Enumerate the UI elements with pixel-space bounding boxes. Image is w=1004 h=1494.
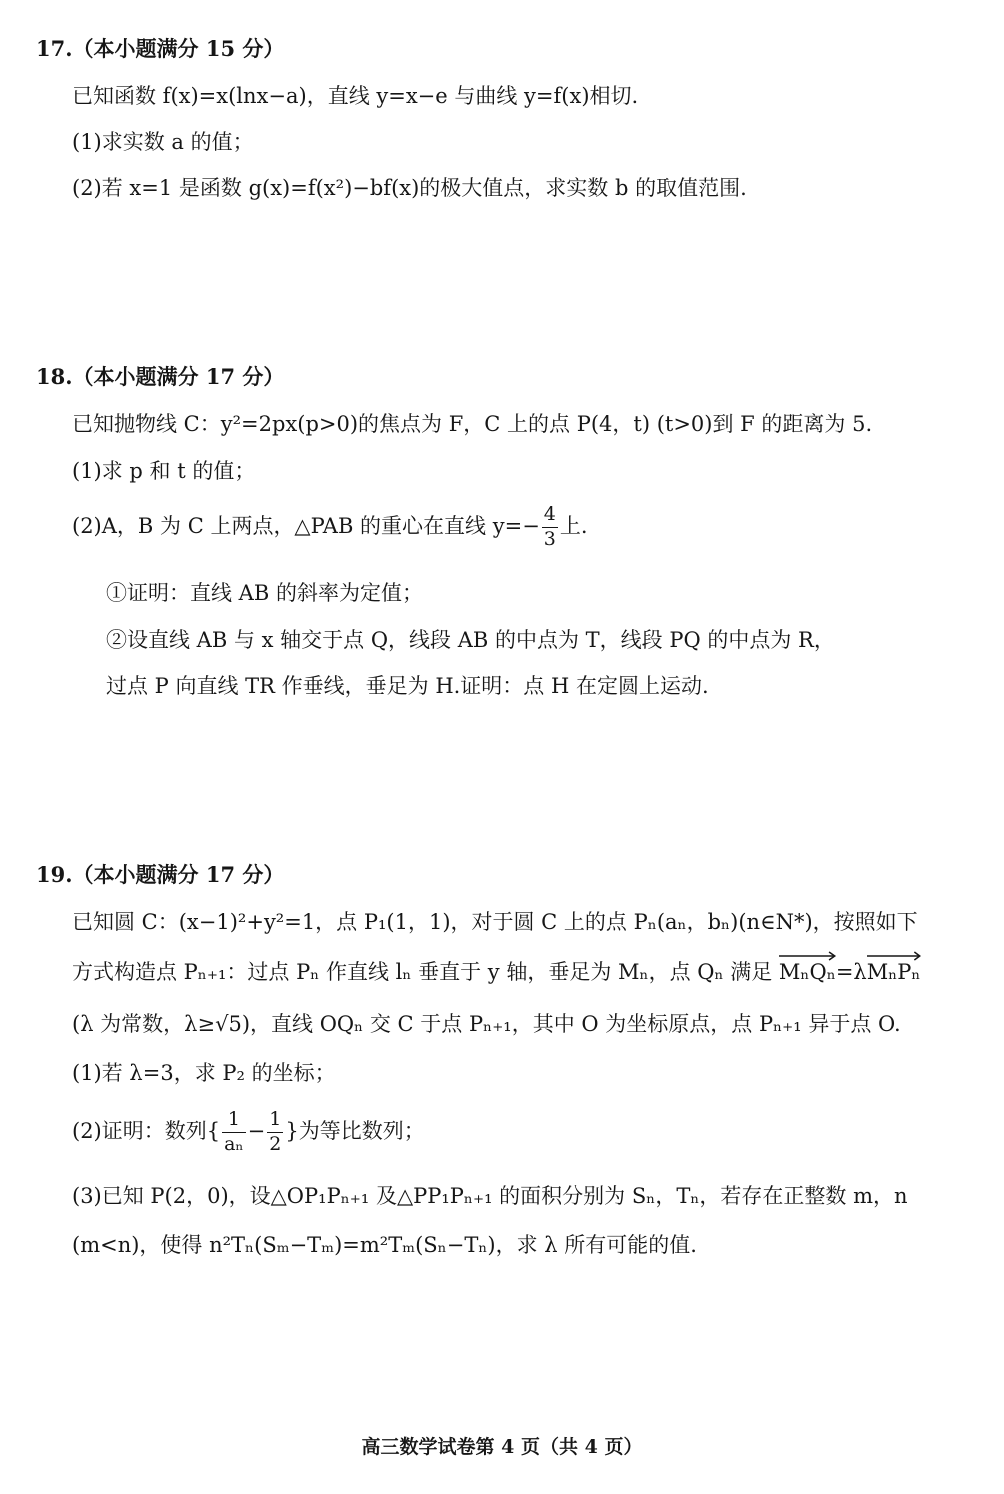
q18-part2 [72, 505, 588, 550]
fraction-numerator: 4 [542, 505, 558, 528]
q18-sub2-line2: 过点 P 向直线 TR 作垂线，垂足为 H.证明：点 H 在定圆上运动. [106, 674, 709, 698]
vector-mq-label: MₙQₙ [778, 960, 836, 984]
minus-sign: − [247, 1118, 266, 1143]
q18-header: 18.（本小题满分 17 分） [36, 364, 285, 389]
fraction-numerator: 1 [222, 1110, 246, 1133]
fraction-one-half [267, 1110, 283, 1155]
q18-part1: (1)求 p 和 t 的值； [72, 459, 256, 483]
q19-part3-line2: (m<n)，使得 n²Tₙ(Sₘ−Tₘ)=m²Tₘ(Sₙ−Tₙ)，求 λ 所有可能的值. [72, 1233, 697, 1257]
vector-arrow-icon [867, 951, 921, 961]
q18-sub2-line1: ②设直线 AB 与 x 轴交于点 Q，线段 AB 的中点为 T，线段 PQ 的中点为 R， [106, 628, 835, 652]
q19-part1: (1)若 λ=3，求 P₂ 的坐标； [72, 1061, 336, 1085]
fraction-denominator: 3 [543, 527, 556, 550]
q17-intro: 已知函数 f(x)=x(lnx−a)，直线 y=x−e 与曲线 y=f(x)相切. [72, 84, 639, 108]
q19-intro-line3: (λ 为常数，λ≥√5)，直线 OQₙ 交 C 于点 Pₙ₊₁，其中 O 为坐标原点，点 Pₙ₊₁ 异于点 O. [72, 1012, 901, 1036]
q19-intro-line2-text: 方式构造点 Pₙ₊₁：过点 Pₙ 作直线 lₙ 垂直于 y 轴，垂足为 Mₙ，点 Qₙ 满足 [72, 960, 779, 984]
q19-part2-tail: }为等比数列； [285, 1118, 425, 1143]
page-footer: 高三数学试卷第 4 页（共 4 页） [361, 1436, 643, 1458]
q17-header: 17.（本小题满分 15 分） [36, 36, 285, 61]
q19-header: 19.（本小题满分 17 分） [36, 862, 285, 887]
fraction-denominator: aₙ [224, 1132, 244, 1155]
q17-part1: (1)求实数 a 的值； [72, 130, 254, 154]
q18-intro: 已知抛物线 C：y²=2px(p>0)的焦点为 F，C 上的点 P(4，t) (t>0)到 F 的距离为 5. [72, 412, 873, 436]
q19-part2-text: (2)证明：数列{ [72, 1118, 221, 1143]
q19-intro-line1: 已知圆 C：(x−1)²+y²=1，点 P₁(1，1)，对于圆 C 上的点 Pₙ(aₙ，bₙ)(n∈N*)，按照如下 [72, 910, 918, 934]
q19-part3-line1: (3)已知 P(2，0)，设△OP₁Pₙ₊₁ 及△PP₁Pₙ₊₁ 的面积分别为 Sₙ，Tₙ，若存在正整数 m，n [72, 1184, 908, 1208]
fraction-denominator: 2 [269, 1132, 282, 1155]
q17-part2: (2)若 x=1 是函数 g(x)=f(x²)−bf(x)的极大值点，求实数 b 的取值范围. [72, 176, 747, 200]
q19-equals-lambda: =λ [835, 960, 867, 984]
vector-mq [779, 962, 836, 983]
q18-sub1: ①证明：直线 AB 的斜率为定值； [106, 581, 423, 605]
q18-part2-text: (2)A，B 为 C 上两点，△PAB 的重心在直线 y=− [72, 513, 540, 538]
vector-mp [867, 962, 921, 983]
q19-intro-line2 [72, 962, 921, 983]
vector-arrow-icon [779, 951, 836, 961]
q19-part2 [72, 1110, 425, 1155]
vector-mp-label: MₙPₙ [866, 960, 921, 984]
fraction-one-over-an [222, 1110, 246, 1155]
fraction-four-thirds [542, 505, 558, 550]
fraction-numerator: 1 [267, 1110, 283, 1133]
q18-part2-tail: 上. [559, 513, 588, 538]
